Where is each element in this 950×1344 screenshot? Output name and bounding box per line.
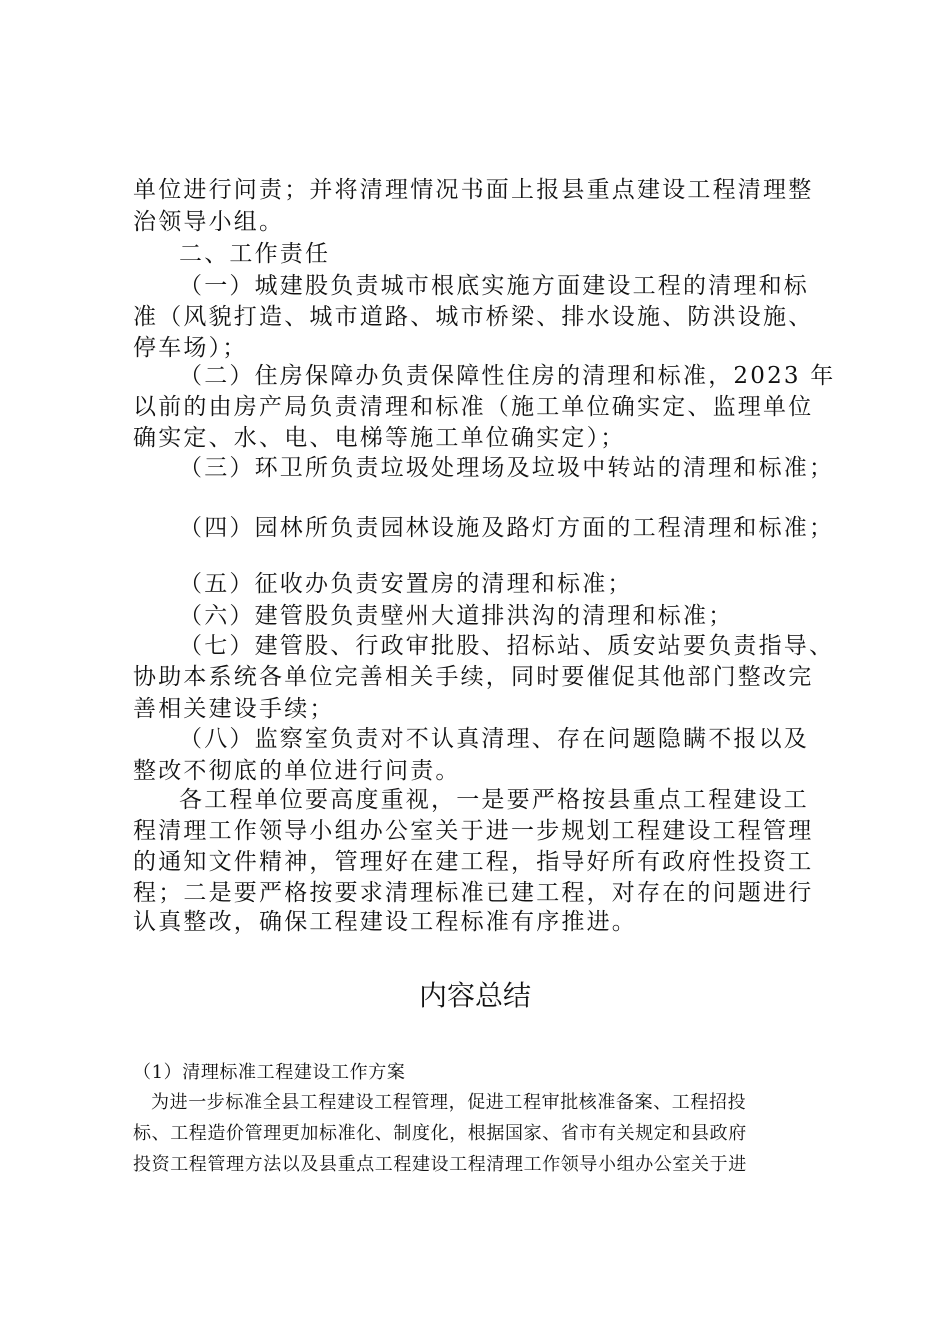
body-line: （五）征收办负责安置房的清理和标准；	[179, 571, 633, 597]
body-line: 停车场）；	[133, 335, 248, 361]
summary-subheading: （1）清理标准工程建设工作方案	[133, 1062, 406, 1083]
body-line: 确实定、水、电、电梯等施工单位确实定）；	[133, 425, 626, 451]
body-line: 程；二是要严格按要求清理标准已建工程，对存在的问题进行	[133, 880, 814, 906]
section-heading: 二、工作责任	[179, 241, 331, 267]
body-line: 治领导小组。	[133, 209, 285, 235]
body-line: （四）园林所负责园林设施及路灯方面的工程清理和标准；	[179, 515, 835, 541]
body-line: （八）监察室负责对不认真清理、存在问题隐瞒不报以及	[179, 726, 809, 752]
body-line: 准（风貌打造、城市道路、城市桥梁、排水设施、防洪设施、	[133, 304, 814, 330]
body-line: 各工程单位要高度重视，一是要严格按县重点工程建设工	[179, 787, 809, 813]
body-line: 的通知文件精神，管理好在建工程，指导好所有政府性投资工	[133, 849, 814, 875]
body-line: （三）环卫所负责垃圾处理场及垃圾中转站的清理和标准；	[179, 455, 835, 481]
body-line: 认真整改，确保工程建设工程标准有序推进。	[133, 909, 637, 935]
body-line: 单位进行问责；并将清理情况书面上报县重点建设工程清理整	[133, 177, 814, 203]
summary-line: 标、工程造价管理更加标准化、制度化，根据国家、省市有关规定和县政府	[133, 1123, 747, 1144]
summary-line: 为进一步标准全县工程建设工程管理，促进工程审批核准备案、工程招投	[151, 1092, 747, 1113]
body-line: 程清理工作领导小组办公室关于进一步规划工程建设工程管理	[133, 818, 814, 844]
summary-line: 投资工程管理方法以及县重点工程建设工程清理工作领导小组办公室关于进	[133, 1154, 747, 1175]
body-line: （一）城建股负责城市根底实施方面建设工程的清理和标	[179, 273, 809, 299]
summary-title: 内容总结	[418, 979, 531, 1012]
body-line: （二）住房保障办负责保障性住房的清理和标准，2023 年	[179, 363, 836, 389]
body-line: （七）建管股、行政审批股、招标站、质安站要负责指导、	[179, 633, 835, 659]
body-line: 善相关建设手续；	[133, 696, 335, 722]
body-line: 整改不彻底的单位进行问责。	[133, 758, 461, 784]
body-line: 协助本系统各单位完善相关手续，同时要催促其他部门整改完	[133, 664, 814, 690]
body-line: 以前的由房产局负责清理和标准（施工单位确实定、监理单位	[133, 394, 814, 420]
body-line: （六）建管股负责壁州大道排洪沟的清理和标准；	[179, 603, 734, 629]
